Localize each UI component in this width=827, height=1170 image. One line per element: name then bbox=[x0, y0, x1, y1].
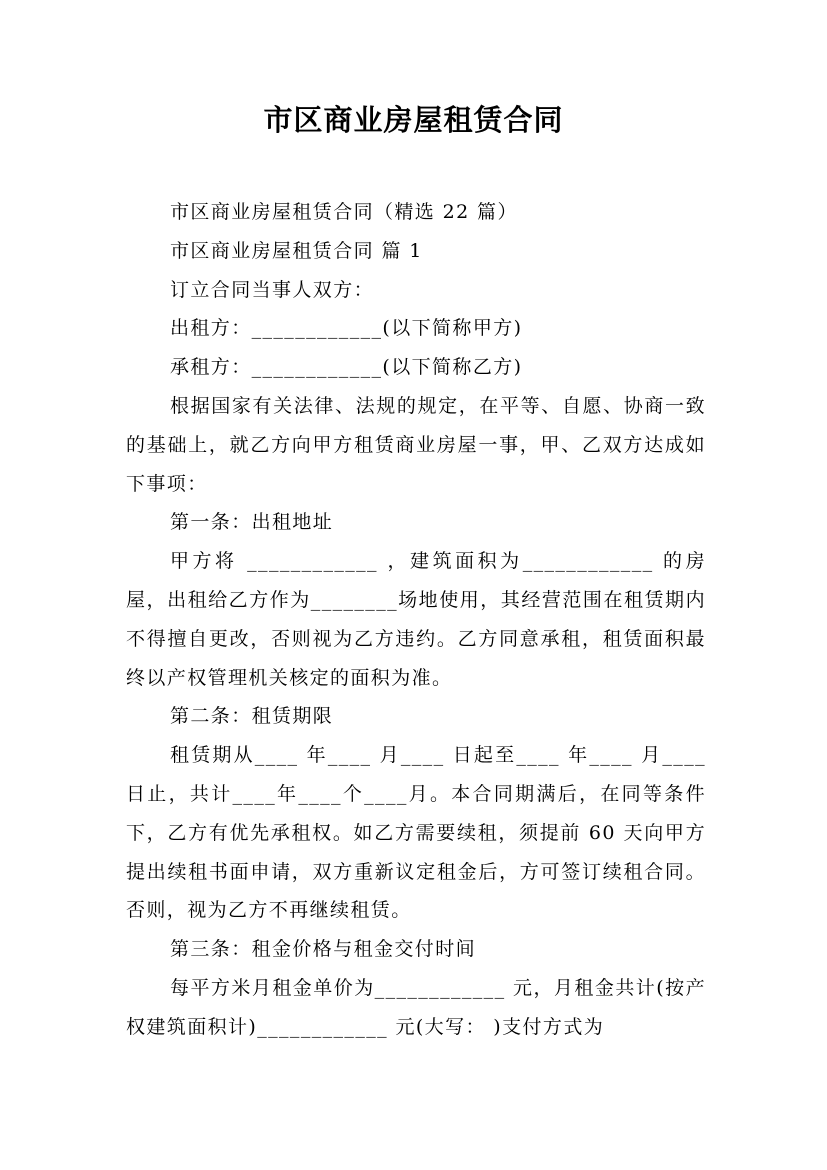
section-heading: 市区商业房屋租赁合同 篇 1 bbox=[170, 239, 423, 262]
lessor-line: 出租方：____________(以下简称甲方) bbox=[170, 317, 523, 340]
article-3-heading: 第三条：租金价格与租金交付时间 bbox=[170, 938, 477, 961]
document-body bbox=[126, 193, 706, 1047]
article-1-heading: 第一条：出租地址 bbox=[170, 511, 334, 534]
article-1-paragraph: 甲方将 ____________ ，建筑面积为____________ 的房屋，出租给乙方作为________场地使用，其经营范围在租赁期内不得擅自更改，否则视为乙方违约。乙方同意承租，租赁面积最终以产权管理机关核定的面积为准。 bbox=[126, 550, 706, 689]
article-2-paragraph: 租赁期从____ 年____ 月____ 日起至____ 年____ 月____ 日止，共计____年____个____月。本合同期满后，在同等条件下，乙方有优先承租权。如乙方需要续租，须提前 60 天向甲方提出续租书面申请，双方重新议定租金后，方可签订续租合同。否则，视为乙方不再继续租赁。 bbox=[126, 744, 706, 922]
parties-heading: 订立合同当事人双方： bbox=[170, 278, 375, 301]
collection-heading: 市区商业房屋租赁合同（精选 22 篇） bbox=[170, 201, 518, 223]
lessee-line: 承租方：____________(以下简称乙方) bbox=[170, 356, 523, 379]
article-2-heading: 第二条：租赁期限 bbox=[170, 705, 334, 728]
article-3-paragraph: 每平方米月租金单价为____________ 元，月租金共计(按产权建筑面积计)____________ 元(大写： )支付方式为 bbox=[126, 976, 706, 1038]
preamble-paragraph: 根据国家有关法律、法规的规定，在平等、自愿、协商一致的基础上，就乙方向甲方租赁商业房屋一事，甲、乙双方达成如下事项： bbox=[126, 394, 706, 495]
document-title: 市区商业房屋租赁合同 bbox=[263, 103, 564, 137]
